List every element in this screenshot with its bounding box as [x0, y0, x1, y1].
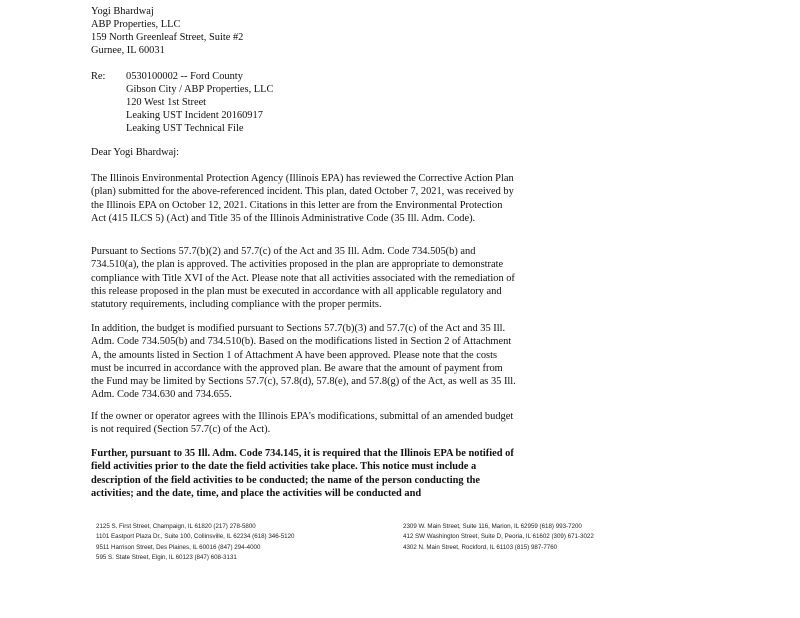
recipient-city: Gurnee, IL 60031: [91, 45, 165, 56]
recipient-address: [91, 5, 521, 57]
footer-office-marion: 2309 W. Main Street, Suite 116, Marion, IL 62959 (618) 993-7200: [403, 523, 582, 530]
re-line-county: 0530100002 -- Ford County: [126, 71, 243, 82]
footer-office-elgin: 595 S. State Street, Elgin, IL 60123 (847) 608-3131: [96, 554, 237, 562]
re-line-file: Leaking UST Technical File: [126, 123, 244, 134]
footer-office-champaign: 2125 S. First Street, Champaign, IL 61820 (217) 278-5800: [96, 523, 256, 530]
recipient-street: 159 North Greenleaf Street, Suite #2: [91, 32, 244, 43]
recipient-name: Yogi Bhardwaj: [91, 6, 154, 17]
footer-right-offices: [403, 522, 594, 553]
re-line-site: Gibson City / ABP Properties, LLC: [126, 84, 274, 95]
paragraph-budget: In addition, the budget is modified pursuant to Sections 57.7(b)(3) and 57.7(c) of the Act and 35 Ill. Adm. Code 734.505(b) and 734.510(b). Based on the modifications listed in Section 2 of Attachment A, the amounts listed in Section 1 of Attachment A have been approved. Please note that the costs must be incurred in accordance with the approved plan. Be aware that the amount of payment from the Fund may be limited by Sections 57.7(c), 57.8(d), 57.8(e), and 57.8(g) of the Act, as well as 35 Ill. Adm. Code 734.630 and 734.655.: [91, 323, 516, 401]
paragraph-review: The Illinois Environmental Protection Agency (Illinois EPA) has reviewed the Corrective Action Plan (plan) submitted for the above-referenced incident. This plan, dated October 7, 2021, was received by the Illinois EPA on October 12, 2021. Citations in this letter are from the Environmental Protection Act (415 ILCS 5) (Act) and Title 35 of the Illinois Administrative Code (35 Ill. Adm. Code).: [91, 173, 514, 224]
salutation: Dear Yogi Bhardwaj:: [91, 147, 180, 158]
paragraph-approval: Pursuant to Sections 57.7(b)(2) and 57.7(c) of the Act and 35 Ill. Adm. Code 734.505(b) and 734.510(a), the plan is approved. The activities proposed in the plan are appropriate to demonstrate compliance with Title XVI of the Act. Please note that all activities associated with the remediation of this release proposed in the plan must be executed in accordance with all applicable regulatory and statutory requirements, including compliance with the proper permits.: [91, 246, 515, 311]
paragraph-amended-budget: If the owner or operator agrees with the Illinois EPA's modifications, submittal of an amended budget is not required (Section 57.7(c) of the Act).: [91, 411, 514, 436]
re-line-address: 120 West 1st Street: [126, 97, 207, 108]
paragraph-field-notice: Further, pursuant to 35 Ill. Adm. Code 734.145, it is required that the Illinois EPA be notified of field activities prior to the date the field activities take place. This notice must include a description of the field activities to be conducted; the name of the person conducting the activities; and the date, time, and place the activities will be conducted and: [91, 448, 514, 499]
footer-office-peoria: 412 SW Washington Street, Suite D, Peoria, IL 61602 (309) 671-3022: [403, 533, 594, 541]
footer-office-des-plaines: 9511 Harrison Street, Des Plaines, IL 60016 (847) 294-4000: [96, 543, 261, 551]
re-label: Re:: [91, 71, 106, 82]
re-line-incident: Leaking UST Incident 20160917: [126, 110, 263, 121]
footer-left-offices: [96, 522, 294, 564]
recipient-company: ABP Properties, LLC: [91, 19, 181, 30]
re-block: [126, 70, 273, 135]
footer-office-collinsville: 1101 Eastport Plaza Dr., Suite 100, Collinsville, IL 62234 (618) 346-5120: [96, 533, 295, 541]
footer-office-rockford: 4302 N. Main Street, Rockford, IL 61103 (815) 987-7760: [403, 543, 558, 551]
